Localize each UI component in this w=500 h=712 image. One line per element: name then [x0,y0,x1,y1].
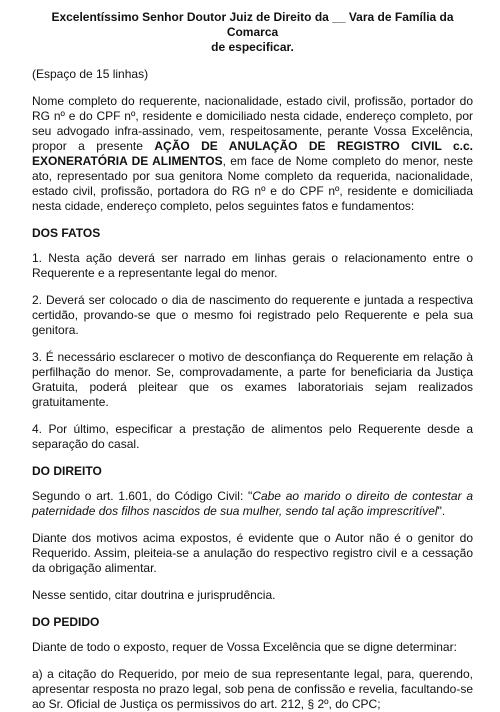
section-title-direito: DO DIREITO [32,464,102,478]
intro-paragraph [32,94,473,214]
intro-text-end: , em face de Nome completo do menor, neste ato, representado por sua genitora Nome completo da requerida, nacionalidade, estado civil, profissão, portadora do RG nº e do CPF nº, residente e domiciliada nesta cidade, endereço completo, pelos seguintes fatos e fundamentos: [32,154,474,213]
fatos-item-2: 2. Deverá ser colocado o dia de nascimento do requerente e juntada a respectiva certidão, provando-se que o mesmo foi registrado pelo Requerente e pela sua genitora. [32,293,473,337]
direito-quote-close: ". [437,504,446,518]
document-header [32,10,473,55]
direito-quote-intro: Segundo o art. 1.601, do Código Civil: " [32,489,253,503]
spacing-note: (Espaço de 15 linhas) [32,67,149,81]
direito-paragraph-3: Nesse sentido, citar doutrina e jurisprudência. [32,588,276,602]
header-line-2: de especificar. [211,40,294,54]
intro-text-start: Nome completo do requerente, nacionalidade, estado civil, profissão, portador do RG nº e do CPF nº, residente e domiciliado nesta cidade, endereço completo, por seu advogado infra-assinado, vem, respeitosamente, perante Vossa Excelência, propor a presente [32,94,473,153]
header-line-1: Excelentíssimo Senhor Doutor Juiz de Direito da __ Vara de Família da Comarca [51,10,454,39]
action-title: AÇÃO DE ANULAÇÃO DE REGISTRO CIVIL c.c. EXONERATÓRIA DE ALIMENTOS [32,139,474,168]
legal-quote: Cabe ao marido o direito de contestar a paternidade dos filhos nascidos de sua mulher, sendo tal ação imprescritível [32,489,473,518]
section-title-fatos: DOS FATOS [32,226,101,240]
direito-paragraph-2: Diante dos motivos acima expostos, é evidente que o Autor não é o genitor do Requerido. Assim, pleiteia-se a anulação do respectivo registro civil e a cessação da obrigação alimentar. [32,531,473,575]
direito-paragraph-1 [32,489,473,519]
fatos-item-4: 4. Por último, especificar a prestação de alimentos pelo Requerente desde a separação do casal. [32,422,473,451]
section-title-pedido: DO PEDIDO [32,615,100,629]
pedido-paragraph-1: Diante de todo o exposto, requer de Vossa Excelência que se digne determinar: [32,640,457,654]
fatos-item-3: 3. É necessário esclarecer o motivo de desconfiança do Requerente em relação à perfilhação do menor. Se, comprovadamente, a parte for beneficiaria da Justiça Gratuita, poderá pleitear que os exames laboratoriais sejam realizados gratuitamente. [32,350,473,409]
pedido-item-a: a) a citação do Requerido, por meio de sua representante legal, para, querendo, apresentar resposta no prazo legal, sob pena de confissão e revelia, facultando-se ao Sr. Oficial de Justiça os permissivos do art. 212, § 2º, do CPC; [32,667,473,711]
fatos-item-1: 1. Nesta ação deverá ser narrado em linhas gerais o relacionamento entre o Requerente e a representante legal do menor. [32,251,473,280]
